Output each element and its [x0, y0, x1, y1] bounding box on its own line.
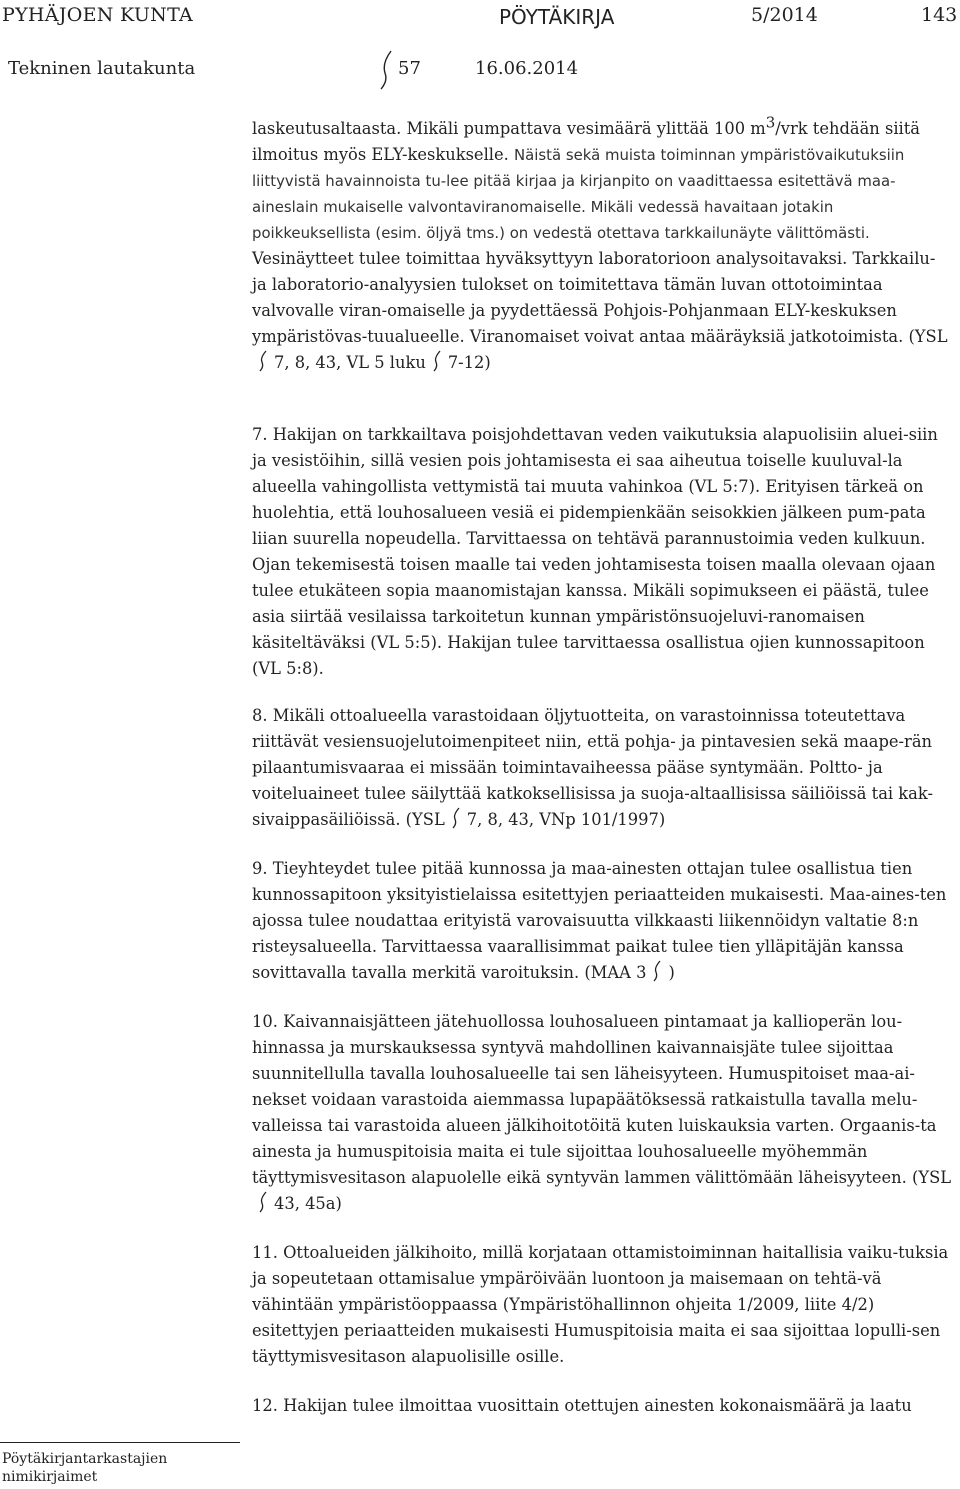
text-run: 7, 8, 43, VL 5 luku — [274, 353, 426, 372]
section-mark-icon — [258, 350, 268, 372]
text-run: /vrk tehdään siitä ilmoitus myös ELY-keskukselle. — [252, 119, 920, 164]
section-mark-icon — [258, 1191, 268, 1213]
paragraph-item-9 — [252, 856, 952, 986]
footer-initials-label — [2, 1450, 167, 1486]
text-run: 43, 45a) — [274, 1194, 342, 1213]
superscript: 3 — [765, 113, 776, 132]
footer-line: nimikirjaimet — [2, 1469, 98, 1485]
section-number: 57 — [398, 58, 421, 79]
text-run: 7, 8, 43, VNp 101/1997) — [466, 810, 666, 829]
text-run: 7-12) — [447, 353, 491, 372]
paragraph-item-10 — [252, 1009, 952, 1217]
text-run: 9. Tieyhteydet tulee pitää kunnossa ja maa-ainesten ottajan tulee osallistua tien kunnossapitoon yksityistielaissa esitettyjen periaatteiden mukaisesti. Maa-aines-ten ajossa tulee noudattaa erityistä varovaisuutta vilkkaasti liikennöidyn valtatie 8:n risteysalueella. Tarvittaessa vaarallisimmat paikat tulee tien ylläpitäjän kanssa sovittavalla tavalla merkitä varoituksin. (MAA 3 — [252, 859, 947, 982]
section-mark-icon — [432, 350, 442, 372]
paragraph-item-8 — [252, 703, 952, 833]
paragraph-continuation — [252, 113, 952, 376]
footer-line: Pöytäkirjantarkastajien — [2, 1451, 168, 1467]
section-mark-icon — [451, 807, 461, 829]
text-run: 10. Kaivannaisjätteen jätehuollossa louhosalueen pintamaat ja kallioperän lou-hinnassa ja murskauksessa syntyvä mahdollinen kaivannaisjäte tulee sijoittaa suunnitellulla tavalla louhosalueelle tai sen läheisyyteen. Humuspitoiset maa-ai-nekset voidaan varastoida aiemmassa lupapäätöksessä ratkaistulla tavalla melu-valleissa tai varastoida alueen jälkihoitotöitä kuten luiskauksia varten. Orgaanis-ta ainesta ja humuspitoisia maita ei tule sijoittaa louhosalueelle myöhemmän täyttymisvesitason alapuolelle eikä syntyvän lammen välittömään läheisyyteen. (YSL — [252, 1012, 952, 1187]
text-run: 8. Mikäli ottoalueella varastoidaan öljytuotteita, on varastoinnissa toteutettava riittävät vesiensuojelutoimenpiteet niin, että pohja- ja pintavesien sekä maape-rän pilaantumisvaaraa ei missään toimintavaiheessa pääse syntymään. Poltto- ja voiteluaineet tulee säilyttää katkoksellisissa ja suoja-altaallisissa säiliöissä tai kak-sivaippasäiliöissä. (YSL — [252, 706, 933, 829]
paragraph-item-7: 7. Hakijan on tarkkailtava poisjohdettavan veden vaikutuksia alapuolisiin aluei-siin ja vesistöihin, sillä vesien pois johtamisesta ei saa aiheutua toiselle kuuluval-la alueella vahingollista vettymistä tai muuta vahinkoa (VL 5:7). Erityisen tärkeä on huolehtia, että louhosalueen vesiä ei pidempienkään seisokkien jälkeen pum-pata liian suurella nopeudella. Tarvittaessa on tehtävä parannustoimia veden kulkuun. Ojan tekemisestä toisen maalle tai veden johtamisesta toisen maalla olevaan ojaan tulee etukäteen sopia maanomistajan kanssa. Mikäli sopimukseen ei päästä, tulee asia siirtää vesilaissa tarkoitetun kunnan ympäristönsuojeluvi-ranomaisen käsiteltäväksi (VL 5:5). Hakijan tulee tarvittaessa osallistua ojien kunnossapitoon (VL 5:8). — [252, 425, 938, 678]
text-run: laskeutusaltaasta. Mikäli pumpattava vesimäärä ylittää 100 m — [252, 119, 766, 138]
footer-divider — [0, 1442, 240, 1443]
text-run: Näistä sekä muista toiminnan ympäristövaikutuksiin liittyvistä havainnoista tu-lee pitää kirjaa ja kirjanpito on vaadittaessa esitettävä maa-aineslain mukaiselle valvontaviranomaiselle. — [252, 146, 905, 216]
section-mark-icon — [652, 960, 662, 982]
text-run: ) — [668, 963, 675, 982]
text-run: Mikäli vedessä havaitaan jotakin poikkeuksellista (esim. öljyä tms.) on vedestä otettava tarkkailunäyte välittömästi. — [252, 198, 870, 242]
section-mark-icon — [378, 49, 394, 91]
paragraph-item-12: 12. Hakijan tulee ilmoittaa vuosittain otettujen ainesten kokonaismäärä ja laatu — [252, 1396, 912, 1415]
meeting-date: 16.06.2014 — [475, 58, 579, 79]
document-type: PÖYTÄKIRJA — [499, 5, 615, 29]
issue-number: 5/2014 — [751, 4, 818, 26]
text-run: Vesinäytteet tulee toimittaa hyväksyttyyn laboratorioon analysoitavaksi. Tarkkailu- ja laboratorio-analyysien tulokset on toimitettava tämän luvan ottotoimintaa valvovalle viran-omaiselle ja pyydettäessä Pohjois-Pohjanmaan ELY-keskuksen ympäristövas-tuualueelle. Viranomaiset voivat antaa määräyksiä jatkotoimista. (YSL — [252, 249, 948, 346]
municipality-name: PYHÄJOEN KUNTA — [2, 4, 194, 26]
committee-name: Tekninen lautakunta — [8, 58, 196, 79]
paragraph-item-11: 11. Ottoalueiden jälkihoito, millä korjataan ottamistoiminnan haitallisia vaiku-tuksia ja sopeutetaan ottamisalue ympäröivään luontoon ja maisemaan on tehtä-vä vähintään ympäristöoppaassa (Ympäristöhallinnon ohjeita 1/2009, liite 4/2) esitettyjen periaatteiden mukaisesti Humuspitoisia maita ei saa sijoittaa lopulli-sen täyttymisvesitason alapuolisille osille. — [252, 1243, 949, 1366]
page-number: 143 — [921, 4, 958, 26]
